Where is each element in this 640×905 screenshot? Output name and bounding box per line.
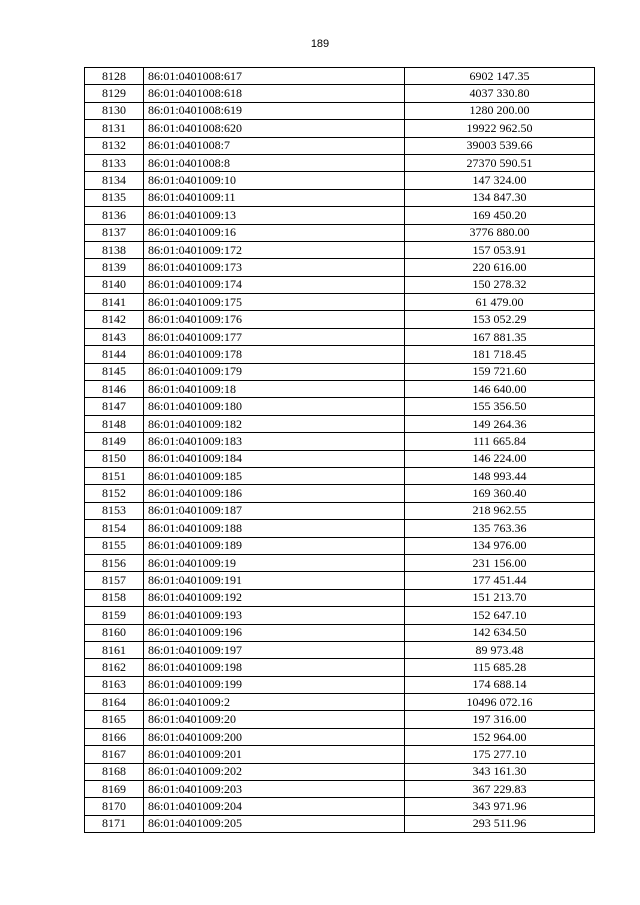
cadastral-value-cell: 169 450.20	[405, 207, 595, 224]
cadastral-number-cell: 86:01:0401009:187	[144, 502, 405, 519]
table-body	[85, 68, 595, 833]
cadastral-value-cell: 153 052.29	[405, 311, 595, 328]
cadastral-number-cell: 86:01:0401009:20	[144, 711, 405, 728]
row-number-cell: 8146	[85, 381, 144, 398]
cadastral-value-cell: 134 976.00	[405, 537, 595, 554]
table-row	[85, 694, 595, 711]
table-row	[85, 294, 595, 311]
cadastral-value-cell: 152 647.10	[405, 607, 595, 624]
cadastral-value-table	[84, 67, 595, 833]
row-number-cell: 8156	[85, 554, 144, 571]
cadastral-value-cell: 27370 590.51	[405, 154, 595, 171]
cadastral-number-cell: 86:01:0401009:176	[144, 311, 405, 328]
table-row	[85, 154, 595, 171]
cadastral-value-cell: 115 685.28	[405, 659, 595, 676]
row-number-cell: 8164	[85, 694, 144, 711]
table-row	[85, 607, 595, 624]
row-number-cell: 8147	[85, 398, 144, 415]
cadastral-number-cell: 86:01:0401009:192	[144, 589, 405, 606]
table-row	[85, 502, 595, 519]
cadastral-number-cell: 86:01:0401009:188	[144, 520, 405, 537]
cadastral-value-cell: 149 264.36	[405, 415, 595, 432]
table-row	[85, 276, 595, 293]
cadastral-value-cell: 218 962.55	[405, 502, 595, 519]
row-number-cell: 8131	[85, 120, 144, 137]
table-row	[85, 172, 595, 189]
cadastral-number-cell: 86:01:0401008:619	[144, 102, 405, 119]
table-row	[85, 120, 595, 137]
table-row	[85, 189, 595, 206]
cadastral-value-cell: 10496 072.16	[405, 694, 595, 711]
table-row	[85, 572, 595, 589]
cadastral-value-cell: 175 277.10	[405, 746, 595, 763]
cadastral-value-cell: 197 316.00	[405, 711, 595, 728]
row-number-cell: 8151	[85, 467, 144, 484]
cadastral-value-cell: 111 665.84	[405, 433, 595, 450]
row-number-cell: 8130	[85, 102, 144, 119]
row-number-cell: 8140	[85, 276, 144, 293]
cadastral-value-cell: 155 356.50	[405, 398, 595, 415]
table-row	[85, 763, 595, 780]
row-number-cell: 8153	[85, 502, 144, 519]
row-number-cell: 8133	[85, 154, 144, 171]
cadastral-number-cell: 86:01:0401009:202	[144, 763, 405, 780]
row-number-cell: 8157	[85, 572, 144, 589]
table-row	[85, 207, 595, 224]
row-number-cell: 8159	[85, 607, 144, 624]
table-row	[85, 381, 595, 398]
cadastral-value-cell: 39003 539.66	[405, 137, 595, 154]
cadastral-number-cell: 86:01:0401009:196	[144, 624, 405, 641]
cadastral-value-cell: 148 993.44	[405, 467, 595, 484]
cadastral-number-cell: 86:01:0401009:183	[144, 433, 405, 450]
cadastral-value-cell: 169 360.40	[405, 485, 595, 502]
cadastral-number-cell: 86:01:0401009:16	[144, 224, 405, 241]
table-row	[85, 433, 595, 450]
cadastral-number-cell: 86:01:0401009:184	[144, 450, 405, 467]
row-number-cell: 8161	[85, 641, 144, 658]
row-number-cell: 8162	[85, 659, 144, 676]
table-row	[85, 137, 595, 154]
table-row	[85, 346, 595, 363]
row-number-cell: 8137	[85, 224, 144, 241]
table-row	[85, 363, 595, 380]
cadastral-number-cell: 86:01:0401009:186	[144, 485, 405, 502]
table-row	[85, 641, 595, 658]
row-number-cell: 8145	[85, 363, 144, 380]
cadastral-number-cell: 86:01:0401009:205	[144, 815, 405, 832]
row-number-cell: 8142	[85, 311, 144, 328]
cadastral-value-cell: 157 053.91	[405, 241, 595, 258]
cadastral-number-cell: 86:01:0401009:18	[144, 381, 405, 398]
row-number-cell: 8138	[85, 241, 144, 258]
cadastral-number-cell: 86:01:0401008:7	[144, 137, 405, 154]
cadastral-number-cell: 86:01:0401008:617	[144, 68, 405, 85]
cadastral-number-cell: 86:01:0401009:175	[144, 294, 405, 311]
cadastral-number-cell: 86:01:0401009:19	[144, 554, 405, 571]
row-number-cell: 8128	[85, 68, 144, 85]
cadastral-value-cell: 343 161.30	[405, 763, 595, 780]
cadastral-number-cell: 86:01:0401009:201	[144, 746, 405, 763]
cadastral-value-cell: 146 640.00	[405, 381, 595, 398]
cadastral-number-cell: 86:01:0401009:172	[144, 241, 405, 258]
cadastral-value-cell: 174 688.14	[405, 676, 595, 693]
cadastral-number-cell: 86:01:0401009:191	[144, 572, 405, 589]
cadastral-number-cell: 86:01:0401008:8	[144, 154, 405, 171]
cadastral-number-cell: 86:01:0401009:180	[144, 398, 405, 415]
cadastral-value-cell: 135 763.36	[405, 520, 595, 537]
table-row	[85, 85, 595, 102]
cadastral-number-cell: 86:01:0401009:185	[144, 467, 405, 484]
cadastral-number-cell: 86:01:0401009:11	[144, 189, 405, 206]
table-row	[85, 798, 595, 815]
cadastral-value-cell: 6902 147.35	[405, 68, 595, 85]
table-row	[85, 624, 595, 641]
cadastral-value-cell: 142 634.50	[405, 624, 595, 641]
row-number-cell: 8165	[85, 711, 144, 728]
table-row	[85, 398, 595, 415]
cadastral-number-cell: 86:01:0401009:193	[144, 607, 405, 624]
table-row	[85, 554, 595, 571]
cadastral-number-cell: 86:01:0401009:203	[144, 781, 405, 798]
table-row	[85, 450, 595, 467]
row-number-cell: 8155	[85, 537, 144, 554]
row-number-cell: 8154	[85, 520, 144, 537]
cadastral-number-cell: 86:01:0401009:177	[144, 328, 405, 345]
cadastral-value-cell: 220 616.00	[405, 259, 595, 276]
cadastral-value-cell: 181 718.45	[405, 346, 595, 363]
table-row	[85, 537, 595, 554]
page-number: 189	[310, 38, 330, 50]
table-row	[85, 711, 595, 728]
cadastral-number-cell: 86:01:0401009:173	[144, 259, 405, 276]
cadastral-number-cell: 86:01:0401009:200	[144, 728, 405, 745]
cadastral-number-cell: 86:01:0401008:620	[144, 120, 405, 137]
row-number-cell: 8136	[85, 207, 144, 224]
table-row	[85, 746, 595, 763]
cadastral-value-cell: 146 224.00	[405, 450, 595, 467]
cadastral-value-cell: 4037 330.80	[405, 85, 595, 102]
table-row	[85, 781, 595, 798]
cadastral-value-cell: 147 324.00	[405, 172, 595, 189]
row-number-cell: 8134	[85, 172, 144, 189]
cadastral-value-cell: 231 156.00	[405, 554, 595, 571]
cadastral-value-cell: 152 964.00	[405, 728, 595, 745]
cadastral-number-cell: 86:01:0401009:197	[144, 641, 405, 658]
row-number-cell: 8144	[85, 346, 144, 363]
row-number-cell: 8150	[85, 450, 144, 467]
cadastral-value-cell: 150 278.32	[405, 276, 595, 293]
row-number-cell: 8158	[85, 589, 144, 606]
cadastral-value-cell: 61 479.00	[405, 294, 595, 311]
table-row	[85, 241, 595, 258]
table-row	[85, 728, 595, 745]
cadastral-value-cell: 89 973.48	[405, 641, 595, 658]
row-number-cell: 8166	[85, 728, 144, 745]
row-number-cell: 8148	[85, 415, 144, 432]
table-row	[85, 415, 595, 432]
row-number-cell: 8132	[85, 137, 144, 154]
row-number-cell: 8135	[85, 189, 144, 206]
table-row	[85, 311, 595, 328]
row-number-cell: 8139	[85, 259, 144, 276]
cadastral-value-cell: 177 451.44	[405, 572, 595, 589]
table-row	[85, 520, 595, 537]
cadastral-value-cell: 19922 962.50	[405, 120, 595, 137]
row-number-cell: 8160	[85, 624, 144, 641]
cadastral-number-cell: 86:01:0401008:618	[144, 85, 405, 102]
row-number-cell: 8171	[85, 815, 144, 832]
row-number-cell: 8168	[85, 763, 144, 780]
table-row	[85, 102, 595, 119]
row-number-cell: 8167	[85, 746, 144, 763]
row-number-cell: 8152	[85, 485, 144, 502]
table-row	[85, 589, 595, 606]
table-row	[85, 485, 595, 502]
cadastral-value-cell: 167 881.35	[405, 328, 595, 345]
cadastral-number-cell: 86:01:0401009:2	[144, 694, 405, 711]
table-row	[85, 467, 595, 484]
cadastral-value-cell: 134 847.30	[405, 189, 595, 206]
row-number-cell: 8170	[85, 798, 144, 815]
cadastral-number-cell: 86:01:0401009:189	[144, 537, 405, 554]
table-row	[85, 328, 595, 345]
cadastral-number-cell: 86:01:0401009:174	[144, 276, 405, 293]
cadastral-number-cell: 86:01:0401009:178	[144, 346, 405, 363]
row-number-cell: 8169	[85, 781, 144, 798]
cadastral-value-cell: 343 971.96	[405, 798, 595, 815]
cadastral-value-cell: 1280 200.00	[405, 102, 595, 119]
table-row	[85, 259, 595, 276]
row-number-cell: 8129	[85, 85, 144, 102]
cadastral-number-cell: 86:01:0401009:179	[144, 363, 405, 380]
table-row	[85, 68, 595, 85]
row-number-cell: 8149	[85, 433, 144, 450]
cadastral-number-cell: 86:01:0401009:198	[144, 659, 405, 676]
cadastral-value-cell: 159 721.60	[405, 363, 595, 380]
cadastral-value-cell: 367 229.83	[405, 781, 595, 798]
row-number-cell: 8143	[85, 328, 144, 345]
table-row	[85, 815, 595, 832]
cadastral-number-cell: 86:01:0401009:182	[144, 415, 405, 432]
table-row	[85, 676, 595, 693]
cadastral-number-cell: 86:01:0401009:204	[144, 798, 405, 815]
cadastral-number-cell: 86:01:0401009:199	[144, 676, 405, 693]
cadastral-value-cell: 151 213.70	[405, 589, 595, 606]
table-row	[85, 659, 595, 676]
cadastral-value-cell: 293 511.96	[405, 815, 595, 832]
cadastral-number-cell: 86:01:0401009:10	[144, 172, 405, 189]
cadastral-number-cell: 86:01:0401009:13	[144, 207, 405, 224]
row-number-cell: 8141	[85, 294, 144, 311]
row-number-cell: 8163	[85, 676, 144, 693]
cadastral-value-cell: 3776 880.00	[405, 224, 595, 241]
table-row	[85, 224, 595, 241]
